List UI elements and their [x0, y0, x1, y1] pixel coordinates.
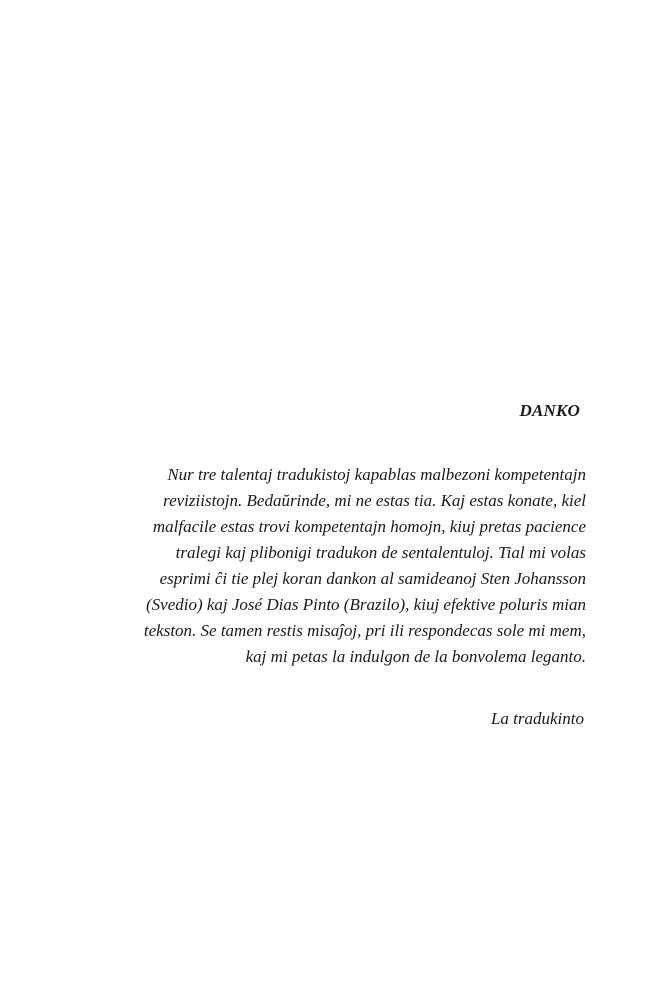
acknowledgment-paragraph	[100, 462, 586, 670]
paragraph-line: Nur tre talentaj tradukistoj kapablas malbezoni kompetentajn	[167, 465, 586, 484]
paragraph-line: tralegi kaj plibonigi tradukon de sentalentuloj. Tial mi volas	[175, 543, 586, 562]
paragraph-line: tekston. Se tamen restis misaĵoj, pri ili respondecas sole mi mem,	[143, 621, 586, 640]
paragraph-line: reviziistojn. Bedaŭrinde, mi ne estas tia. Kaj estas konate, kiel	[163, 491, 586, 510]
signature: La tradukinto	[490, 709, 584, 728]
paragraph-line: malfacile estas trovi kompetentajn homojn, kiuj pretas pacience	[152, 517, 586, 536]
paragraph-line: esprimi ĉi tie plej koran dankon al samideanoj Sten Johansson	[159, 569, 586, 588]
paragraph-line: (Svedio) kaj José Dias Pinto (Brazilo), kiuj efektive poluris mian	[145, 595, 586, 614]
section-heading: DANKO	[519, 401, 580, 420]
paragraph-line: kaj mi petas la indulgon de la bonvolema leganto.	[245, 647, 586, 666]
